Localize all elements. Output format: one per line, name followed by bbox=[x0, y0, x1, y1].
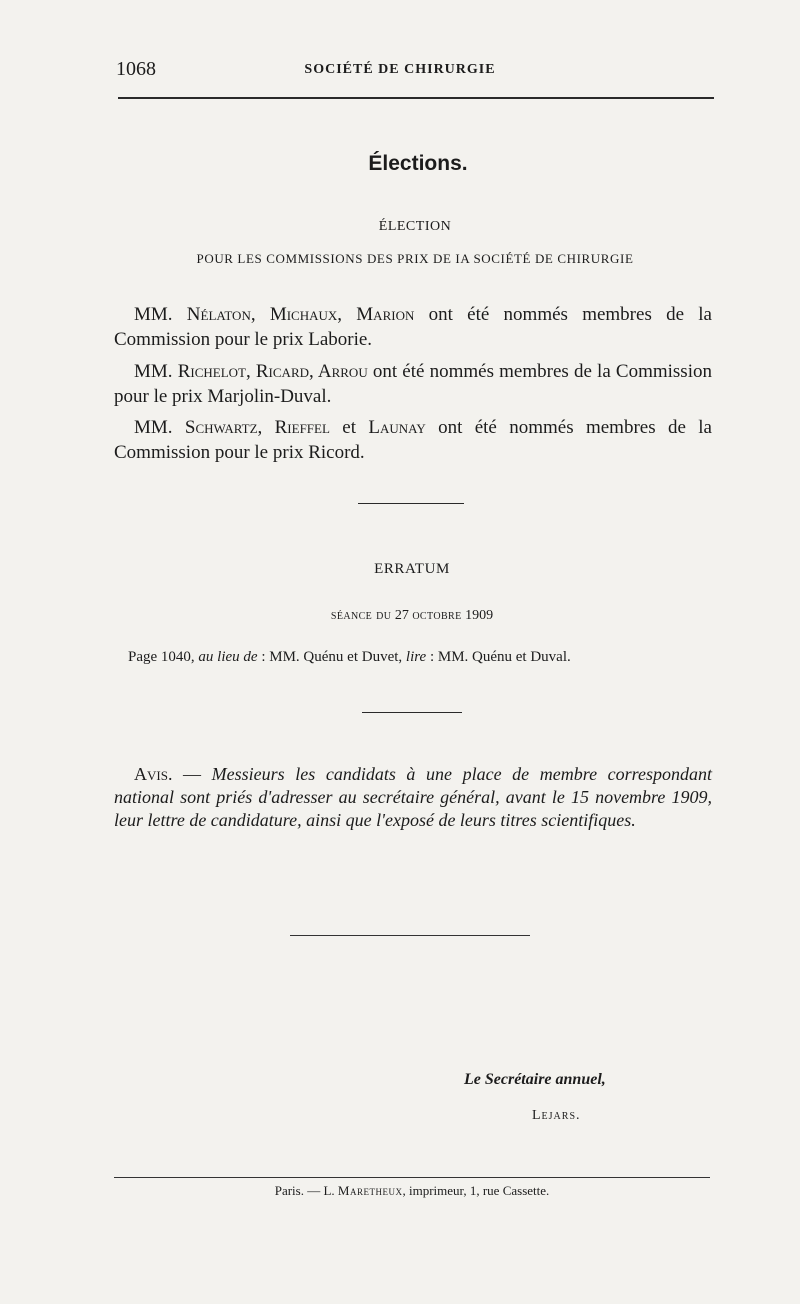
imprint-address: , imprimeur, 1, rue Cassette. bbox=[402, 1183, 550, 1198]
closing-rule bbox=[290, 935, 530, 936]
paragraph-prefix: MM. bbox=[134, 361, 178, 382]
imprint-printer: Maretheux bbox=[337, 1183, 403, 1198]
running-title: SOCIÉTÉ DE CHIRURGIE bbox=[304, 62, 496, 77]
printer-imprint bbox=[0, 1183, 800, 1199]
paragraph-marjolin-duval bbox=[114, 359, 712, 409]
header-rule bbox=[118, 97, 714, 99]
signature-role: Le Secrétaire annuel, bbox=[464, 1071, 606, 1088]
paragraph-text: ont été nommés membres de la Commission pour le prix Ricord. bbox=[114, 417, 712, 463]
paragraph-laborie bbox=[114, 302, 712, 352]
member-names: Launay bbox=[368, 417, 426, 438]
erratum-title: ERRATUM bbox=[374, 561, 450, 577]
seance-month: octobre bbox=[412, 608, 462, 623]
footer-rule bbox=[114, 1177, 710, 1178]
election-subheading: POUR LES COMMISSIONS DES PRIX DE IA SOCIÉTÉ DE CHIRURGIE bbox=[196, 251, 634, 266]
paragraph-prefix: MM. bbox=[134, 304, 187, 325]
seance-label: séance du bbox=[330, 608, 392, 623]
election-heading: ÉLECTION bbox=[378, 219, 452, 234]
page-number: 1068 bbox=[116, 58, 156, 80]
erratum-text bbox=[128, 649, 571, 666]
paragraph-conjunction: et bbox=[329, 417, 369, 438]
erratum-correct: : MM. Quénu et Duval. bbox=[426, 649, 571, 665]
section-divider bbox=[358, 503, 464, 504]
avis-lead: Avis. bbox=[134, 764, 173, 784]
seance-year: 1909 bbox=[461, 608, 494, 623]
paragraph-prefix: MM. bbox=[134, 417, 185, 438]
erratum-read: lire bbox=[405, 649, 427, 665]
avis-notice bbox=[114, 763, 712, 832]
member-names: Schwartz, Rieffel bbox=[184, 417, 330, 438]
seance-day: 27 bbox=[391, 608, 413, 623]
signature-name: Lejars. bbox=[532, 1108, 581, 1123]
paragraph-text: ont été nommés membres de la Commission pour le prix Laborie. bbox=[114, 304, 712, 350]
paragraph-text: ont été nommés membres de la Commission pour le prix Marjolin-Duval. bbox=[114, 361, 712, 407]
paragraph-ricord bbox=[114, 415, 712, 465]
imprint-place: Paris. — L. bbox=[274, 1183, 338, 1198]
seance-date bbox=[0, 608, 800, 624]
member-names: Nélaton, Michaux, Marion bbox=[186, 304, 415, 325]
section-divider bbox=[362, 712, 462, 713]
avis-text: Messieurs les candidats à une place de membre correspondant national sont priés d'adresser au secrétaire général, avant le 15 novembre 1909, leur lettre de candidature, ainsi que l'exposé de leurs titres scientifiques. bbox=[114, 764, 713, 830]
erratum-wrong: : MM. Quénu et Duvet, bbox=[257, 649, 406, 665]
erratum-instead: au lieu de bbox=[198, 649, 258, 665]
avis-dash: — bbox=[172, 764, 212, 784]
member-names: Richelot, Ricard, Arrou bbox=[177, 361, 368, 382]
section-title: Élections. bbox=[368, 152, 468, 175]
erratum-page: Page 1040, bbox=[128, 649, 199, 665]
